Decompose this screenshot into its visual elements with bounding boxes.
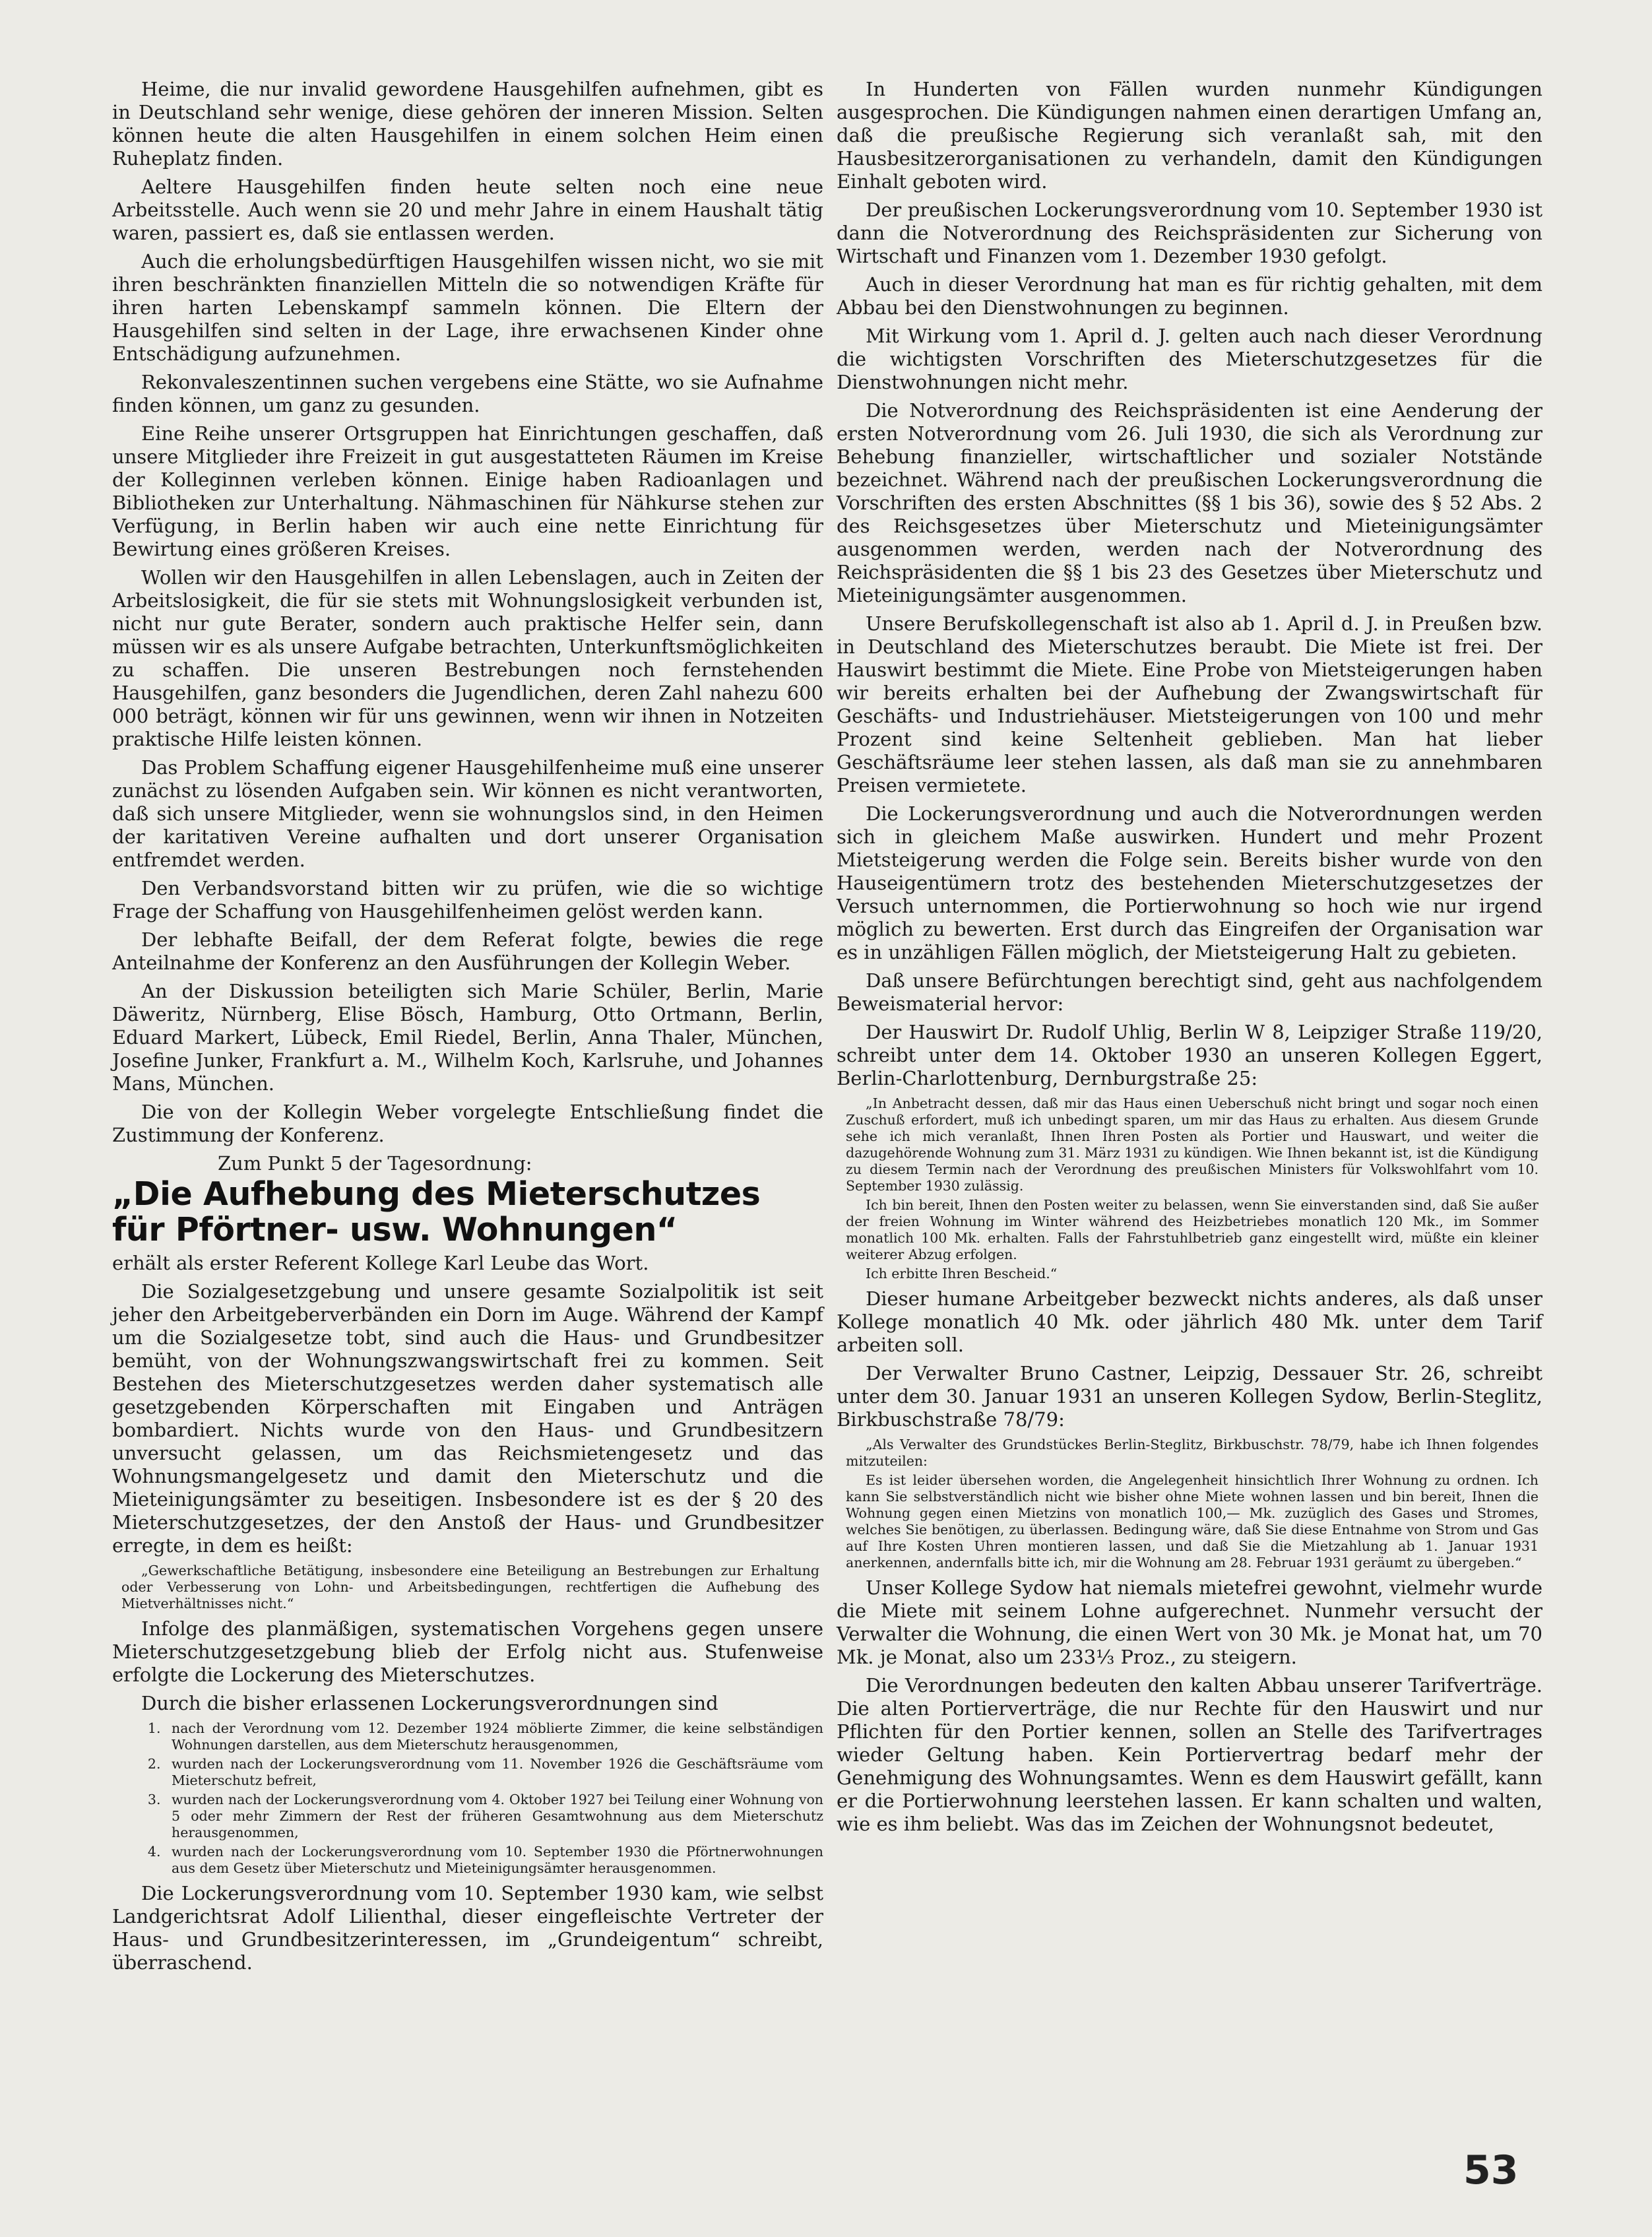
paragraph: Aeltere Hausgehilfen finden heute selten noch eine neue Arbeitsstelle. Auch wenn sie 20 und mehr Jahre in einem Haushalt tätig waren, passiert es, daß sie entlassen werden.: [112, 176, 823, 244]
list-item: 2. wurden nach der Lockerungsverordnung vom 11. November 1926 die Geschäftsräume vom Mieterschutz befreit,: [165, 1756, 823, 1789]
paragraph: Durch die bisher erlassenen Lockerungsverordnungen sind: [141, 1692, 718, 1714]
list-item: 1. nach der Verordnung vom 12. Dezember 1924 möblierte Zimmer, die keine selbständigen Wohnungen darstellen, aus dem Mieterschutz herausgenommen,: [165, 1720, 823, 1753]
quote-text: „In Anbetracht dessen, daß mir das Haus einen Ueberschuß nicht bringt und sogar noch einen Zuschuß erfordert, muß ich unbedingt sparen, um mir das Haus zu erhalten. Aus diesem Grunde sehe ich mich veranlaßt, Ihnen Ihren Posten als Portier und Hauswart, und weiter die dazugehörende Wohnung zum 31. März 1931 zu kündigen. Wie Ihnen bekannt ist, ist die Kündigung zu diesem Termin nach der Verordnung des preußischen Ministers für Volkswohlfahrt vom 10. September 1930 zulässig.: [846, 1095, 1539, 1194]
article-heading: „Die Aufhebung des Mieterschutzes für Pförtner- usw. Wohnungen“: [112, 1175, 761, 1248]
paragraph: Eine Reihe unserer Ortsgruppen hat Einrichtungen geschaffen, daß unsere Mitglieder ihre Freizeit in gut ausgestatteten Räumen im Kreise der Kolleginnen verleben können. Einige haben Radioanlagen und Bibliotheken zur Unterhaltung. Nähmaschinen für Nähkurse stehen zur Verfügung, in Berlin haben wir auch eine nette Einrichtung für Bewirtung eines größeren Kreises.: [112, 422, 823, 560]
section-intro: Zum Punkt 5 der Tagesordnung:: [218, 1152, 532, 1175]
paragraph: Infolge des planmäßigen, systematischen Vorgehens gegen unsere Mieterschutzgesetzgebung blieb der Erfolg nicht aus. Stufenweise erfolgte die Lockerung des Mieterschutzes.: [112, 1617, 823, 1686]
quote-text: Ich erbitte Ihren Bescheid.“: [866, 1266, 1058, 1281]
paragraph: Auch in dieser Verordnung hat man es für richtig gehalten, mit dem Abbau bei den Dienstwohnungen zu beginnen.: [837, 273, 1542, 319]
paragraph: Unsere Berufskollegenschaft ist also ab 1. April d. J. in Preußen bzw. in Deutschland des Mieterschutzes beraubt. Die Miete ist frei. Der Hauswirt bestimmt die Miete. Eine Probe von Mietsteigerungen haben wir bereits erhalten bei der Aufhebung der Zwangswirtschaft für Geschäfts- und Industriehäuser. Mietsteigerungen von 100 und mehr Prozent sind keine Seltenheit geblieben. Man hat lieber Geschäftsräume leer stehen lassen, als daß man sie zu annehmbaren Preisen vermietete.: [837, 612, 1542, 796]
paragraph: erhält als erster Referent Kollege Karl Leube das Wort.: [112, 1252, 649, 1274]
quote-block: [112, 1563, 823, 1612]
loosening-list: [112, 1720, 823, 1877]
list-item: 4. wurden nach der Lockerungsverordnung vom 10. September 1930 die Pförtnerwohnungen aus dem Gesetz über Mieterschutz und Mieteinigungsämter herausgenommen.: [165, 1844, 823, 1877]
paragraph: Unser Kollege Sydow hat niemals mietefrei gewohnt, vielmehr wurde die Miete mit seinem Lohne aufgerechnet. Nunmehr versucht der Verwalter die Wohnung, die einen Wert von 30 Mk. je Monat hat, um 70 Mk. je Monat, also um 233⅓ Proz., zu steigern.: [837, 1576, 1542, 1668]
quote-text: Ich bin bereit, Ihnen den Posten weiter zu belassen, wenn Sie einverstanden sind, daß Sie außer der freien Wohnung im Winter während des Heizbetriebes monatlich 120 Mk., im Sommer monatlich 100 Mk. erhalten. Falls der Fahrstuhlbetrieb ganz eingestellt wird, müßte ein kleiner weiterer Abzug erfolgen.: [846, 1197, 1539, 1262]
paragraph: Daß unsere Befürchtungen berechtigt sind, geht aus nachfolgendem Beweismaterial hervor:: [837, 969, 1542, 1015]
paragraph: Die Verordnungen bedeuten den kalten Abbau unserer Tarifverträge. Die alten Portierverträge, die nur Rechte für den Hauswirt und nur Pflichten für den Portier kennen, sollen an Stelle des Tarifvertrages wieder Geltung haben. Kein Portiervertrag bedarf mehr der Genehmigung des Wohnungsamtes. Wenn es dem Hauswirt gefällt, kann er die Portierwohnung leerstehen lassen. Er kann schalten und walten, wie es ihm beliebt. Was das im Zeichen der Wohnungsnot bedeutet,: [837, 1674, 1542, 1835]
paragraph: Die Sozialgesetzgebung und unsere gesamte Sozialpolitik ist seit jeher den Arbeitgeberverbänden ein Dorn im Auge. Während der Kampf um die Sozialgesetze tobt, sind auch die Haus- und Grundbesitzer bemüht, von der Wohnungszwangswirtschaft frei zu kommen. Seit Bestehen des Mieterschutzgesetzes werden daher systematisch alle gesetzgebenden Körperschaften mit Eingaben und Anträgen bombardiert. Nichts wurde von den Haus- und Grundbesitzern unversucht gelassen, um das Reichsmietengesetz und das Wohnungsmangelgesetz und damit den Mieterschutz und die Mieteinigungsämter zu beseitigen. Insbesondere ist es der § 20 des Mieterschutzgesetzes, der den Anstoß der Haus- und Grundbesitzer erregte, in dem es heißt:: [112, 1280, 823, 1557]
quote-block: [837, 1437, 1542, 1571]
paragraph: An der Diskussion beteiligten sich Marie Schüler, Berlin, Marie Däweritz, Nürnberg, Elise Bösch, Hamburg, Otto Ortmann, Berlin, Eduard Markert, Lübeck, Emil Riedel, Berlin, Anna Thaler, München, Josefine Junker, Frankfurt a. M., Wilhelm Koch, Karlsruhe, und Johannes Mans, München.: [112, 980, 823, 1095]
right-column: [837, 78, 1542, 1841]
paragraph: In Hunderten von Fällen wurden nunmehr Kündigungen ausgesprochen. Die Kündigungen nahmen einen derartigen Umfang an, daß die preußische Regierung sich veranlaßt sah, mit den Hausbesitzerorganisationen zu verhandeln, damit den Kündigungen Einhalt geboten wird.: [837, 78, 1542, 193]
paragraph: Mit Wirkung vom 1. April d. J. gelten auch nach dieser Verordnung die wichtigsten Vorschriften des Mieterschutzgesetzes für die Dienstwohnungen nicht mehr.: [837, 325, 1542, 393]
paragraph: Rekonvaleszentinnen suchen vergebens eine Stätte, wo sie Aufnahme finden können, um ganz zu gesunden.: [112, 371, 823, 416]
quote-text: „Als Verwalter des Grundstückes Berlin-Steglitz, Birkbuschstr. 78/79, habe ich Ihnen folgendes mitzuteilen:: [846, 1437, 1539, 1469]
paragraph: Der preußischen Lockerungsverordnung vom 10. September 1930 ist dann die Notverordnung des Reichspräsidenten zur Sicherung von Wirtschaft und Finanzen vom 1. Dezember 1930 gefolgt.: [837, 199, 1542, 267]
paragraph: Heime, die nur invalid gewordene Hausgehilfen aufnehmen, gibt es in Deutschland sehr wenige, diese gehören der inneren Mission. Selten können heute die alten Hausgehilfen in einem solchen Heim einen Ruheplatz finden.: [112, 78, 823, 170]
paragraph: Den Verbandsvorstand bitten wir zu prüfen, wie die so wichtige Frage der Schaffung von Hausgehilfenheimen gelöst werden kann.: [112, 877, 823, 923]
left-column: [112, 78, 823, 1980]
paragraph: Die Notverordnung des Reichspräsidenten ist eine Aenderung der ersten Notverordnung vom 26. Juli 1930, die sich als Verordnung zur Behebung finanzieller, wirtschaftlicher und sozialer Notstände bezeichnet. Während nach der preußischen Lockerungsverordnung die Vorschriften des ersten Abschnittes (§§ 1 bis 36), sowie des § 52 Abs. 2 des Reichsgesetzes über Mieterschutz und Mieteinigungsämter ausgenommen werden, werden nach der Notverordnung des Reichspräsidenten die §§ 1 bis 23 des Gesetzes über Mieterschutz und Mieteinigungsämter ausgenommen.: [837, 399, 1542, 606]
page-number: 53: [1463, 2147, 1519, 2193]
quote-text: Es ist leider übersehen worden, die Angelegenheit hinsichtlich Ihrer Wohnung zu ordnen. Ich kann Sie selbstverständlich nicht wie bisher ohne Miete wohnen lassen und bin bereit, Ihnen die Wohnung gegen einen Mietzins von monatlich 100,— Mk. zuzüglich des Gases und Stromes, welches Sie benötigen, zu überlassen. Bedingung wäre, daß Sie diese Entnahme von Strom und Gas auf Ihre Kosten Uhren montieren lassen, und daß Sie die Mietzahlung ab 1. Januar 1931 anerkennen, andernfalls bitte ich, mir die Wohnung am 28. Februar 1931 geräumt zu übergeben.“: [846, 1472, 1539, 1571]
paragraph: Dieser humane Arbeitgeber bezweckt nichts anderes, als daß unser Kollege monatlich 40 Mk. oder jährlich 480 Mk. unter dem Tarif arbeiten soll.: [837, 1287, 1542, 1356]
paragraph: Der lebhafte Beifall, der dem Referat folgte, bewies die rege Anteilnahme der Konferenz an den Ausführungen der Kollegin Weber.: [112, 928, 823, 974]
list-item: 3. wurden nach der Lockerungsverordnung vom 4. Oktober 1927 bei Teilung einer Wohnung von 5 oder mehr Zimmern der Rest der früheren Gesamtwohnung aus dem Mieterschutz herausgenommen,: [165, 1792, 823, 1841]
paragraph: Das Problem Schaffung eigener Hausgehilfenheime muß eine unserer zunächst zu lösenden Aufgaben sein. Wir können es nicht verantworten, daß sich unsere Mitglieder, wenn sie wohnungslos sind, in den Heimen der karitativen Vereine aufhalten und dort unserer Organisation entfremdet werden.: [112, 756, 823, 871]
paragraph: Der Hauswirt Dr. Rudolf Uhlig, Berlin W 8, Leipziger Straße 119/20, schreibt unter dem 14. Oktober 1930 an unseren Kollegen Eggert, Berlin-Charlottenburg, Dernburgstraße 25:: [837, 1021, 1542, 1089]
paragraph: Die von der Kollegin Weber vorgelegte Entschließung findet die Zustimmung der Konferenz.: [112, 1101, 823, 1146]
paragraph: Die Lockerungsverordnung vom 10. September 1930 kam, wie selbst Landgerichtsrat Adolf Lilienthal, dieser eingefleischte Vertreter der Haus- und Grundbesitzerinteressen, im „Grundeigentum“ schreibt, überraschend.: [112, 1882, 823, 1974]
paragraph: Auch die erholungsbedürftigen Hausgehilfen wissen nicht, wo sie mit ihren beschränkten finanziellen Mitteln die so notwendigen Kräfte für ihren harten Lebenskampf sammeln können. Die Eltern der Hausgehilfen sind selten in der Lage, ihre erwachsenen Kinder ohne Entschädigung aufzunehmen.: [112, 250, 823, 365]
paragraph: Der Verwalter Bruno Castner, Leipzig, Dessauer Str. 26, schreibt unter dem 30. Januar 1931 an unseren Kollegen Sydow, Berlin-Steglitz, Birkbuschstraße 78/79:: [837, 1362, 1542, 1431]
quote-block: [837, 1095, 1542, 1282]
paragraph: Die Lockerungsverordnung und auch die Notverordnungen werden sich in gleichem Maße auswirken. Hundert und mehr Prozent Mietsteigerung werden die Folge sein. Bereits bisher wurde von den Hauseigentümern trotz des bestehenden Mieterschutzgesetzes der Versuch unternommen, die Portierwohnung so hoch wie nur irgend möglich zu bewerten. Erst durch das Eingreifen der Organisation war es in unzähligen Fällen möglich, der Mietsteigerung Halt zu gebieten.: [837, 802, 1542, 963]
paragraph: Wollen wir den Hausgehilfen in allen Lebenslagen, auch in Zeiten der Arbeitslosigkeit, die für sie stets mit Wohnungslosigkeit verbunden ist, nicht nur gute Berater, sondern auch praktische Helfer sein, dann müssen wir es als unsere Aufgabe betrachten, Unterkunftsmöglichkeiten zu schaffen. Die unseren Bestrebungen noch fernstehenden Hausgehilfen, ganz besonders die Jugendlichen, deren Zahl nahezu 600 000 beträgt, können wir für uns gewinnen, wenn wir ihnen in Notzeiten praktische Hilfe leisten können.: [112, 566, 823, 750]
quote-text: „Gewerkschaftliche Betätigung, insbesondere eine Beteiligung an Bestrebungen zur Erhaltung oder Verbesserung von Lohn- und Arbeitsbedingungen, rechtfertigen die Aufhebung des Mietverhältnisses nicht.“: [121, 1563, 819, 1611]
